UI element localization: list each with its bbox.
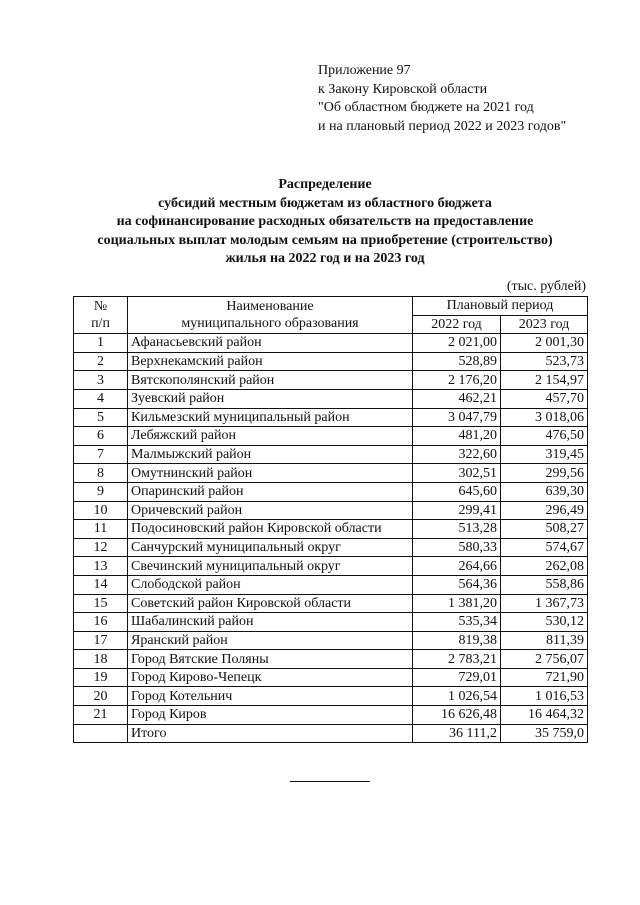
cell-number: 5 <box>74 408 128 427</box>
cell-municipality: Итого <box>128 724 413 743</box>
cell-2022: 528,89 <box>413 352 501 371</box>
table-row <box>74 482 588 501</box>
cell-municipality: Слободской район <box>128 575 413 594</box>
cell-2023: 2 756,07 <box>501 650 588 669</box>
table-row <box>74 445 588 464</box>
cell-number <box>74 724 128 743</box>
cell-2023: 523,73 <box>501 352 588 371</box>
cell-2023: 1 367,73 <box>501 594 588 613</box>
document-title <box>60 176 590 269</box>
cell-municipality: Малмыжский район <box>128 445 413 464</box>
cell-2023: 299,56 <box>501 464 588 483</box>
table-row <box>74 408 588 427</box>
cell-municipality: Город Кирово-Чепецк <box>128 668 413 687</box>
cell-number: 9 <box>74 482 128 501</box>
table-row <box>74 613 588 632</box>
cell-number: 4 <box>74 389 128 408</box>
cell-2023: 558,86 <box>501 575 588 594</box>
cell-number: 6 <box>74 427 128 446</box>
appendix-header <box>318 62 566 136</box>
cell-2022: 302,51 <box>413 464 501 483</box>
header-planning-period: Плановый период <box>413 297 588 316</box>
cell-municipality: Вятскополянский район <box>128 371 413 390</box>
table-row <box>74 594 588 613</box>
appendix-line: Приложение 97 <box>318 63 411 78</box>
cell-number: 18 <box>74 650 128 669</box>
cell-2022: 322,60 <box>413 445 501 464</box>
cell-2022: 462,21 <box>413 389 501 408</box>
cell-municipality: Город Киров <box>128 706 413 725</box>
cell-municipality: Верхнекамский район <box>128 352 413 371</box>
cell-municipality: Зуевский район <box>128 389 413 408</box>
cell-municipality: Оричевский район <box>128 501 413 520</box>
cell-2022: 819,38 <box>413 631 501 650</box>
cell-2023: 721,90 <box>501 668 588 687</box>
cell-2023: 476,50 <box>501 427 588 446</box>
cell-number: 14 <box>74 575 128 594</box>
cell-municipality: Город Вятские Поляны <box>128 650 413 669</box>
cell-2023: 319,45 <box>501 445 588 464</box>
cell-2023: 508,27 <box>501 520 588 539</box>
cell-2022: 2 176,20 <box>413 371 501 390</box>
cell-municipality: Подосиновский район Кировской области <box>128 520 413 539</box>
table-row <box>74 538 588 557</box>
cell-number: 19 <box>74 668 128 687</box>
table-row <box>74 706 588 725</box>
table-row <box>74 668 588 687</box>
cell-2022: 481,20 <box>413 427 501 446</box>
table-row <box>74 427 588 446</box>
cell-number: 17 <box>74 631 128 650</box>
cell-number: 12 <box>74 538 128 557</box>
header-number-line2: п/п <box>91 316 110 332</box>
units-label: (тыс. рублей) <box>506 279 586 294</box>
cell-2023: 457,70 <box>501 389 588 408</box>
cell-2022: 299,41 <box>413 501 501 520</box>
title-line: на софинансирование расходных обязательств на предоставление <box>116 214 534 230</box>
title-line: Распределение <box>278 177 372 192</box>
cell-2023: 2 001,30 <box>501 334 588 353</box>
cell-municipality: Кильмезский муниципальный район <box>128 408 413 427</box>
cell-2022: 3 047,79 <box>413 408 501 427</box>
header-name-line2: муниципального образования <box>181 316 359 332</box>
cell-number: 13 <box>74 557 128 576</box>
table-row <box>74 352 588 371</box>
subsidy-table <box>73 296 588 743</box>
title-line: жилья на 2022 год и на 2023 год <box>225 251 425 267</box>
end-divider <box>290 781 370 782</box>
table-row <box>74 389 588 408</box>
table-row <box>74 575 588 594</box>
appendix-line: и на плановый период 2022 и 2023 годов" <box>318 118 567 134</box>
cell-2023: 574,67 <box>501 538 588 557</box>
cell-number: 11 <box>74 520 128 539</box>
cell-number: 20 <box>74 687 128 706</box>
cell-municipality: Опаринский район <box>128 482 413 501</box>
cell-municipality: Советский район Кировской области <box>128 594 413 613</box>
cell-number: 1 <box>74 334 128 353</box>
cell-2022: 16 626,48 <box>413 706 501 725</box>
cell-2022: 1 381,20 <box>413 594 501 613</box>
table-body <box>74 334 588 743</box>
header-number <box>74 297 128 334</box>
table-row <box>74 650 588 669</box>
table-row <box>74 520 588 539</box>
header-name <box>128 297 413 334</box>
total-row <box>74 724 588 743</box>
header-year-2022: 2022 год <box>413 315 501 334</box>
cell-municipality: Шабалинский район <box>128 613 413 632</box>
cell-2022: 2 021,00 <box>413 334 501 353</box>
cell-2023: 2 154,97 <box>501 371 588 390</box>
header-number-line1: № <box>93 299 108 315</box>
cell-number: 3 <box>74 371 128 390</box>
cell-municipality: Город Котельнич <box>128 687 413 706</box>
cell-2023: 1 016,53 <box>501 687 588 706</box>
cell-2022: 2 783,21 <box>413 650 501 669</box>
cell-2022: 1 026,54 <box>413 687 501 706</box>
cell-2023: 811,39 <box>501 631 588 650</box>
cell-municipality: Лебяжский район <box>128 427 413 446</box>
cell-2023: 35 759,0 <box>501 724 588 743</box>
table-row <box>74 464 588 483</box>
cell-municipality: Омутнинский район <box>128 464 413 483</box>
appendix-line: "Об областном бюджете на 2021 год <box>318 100 534 115</box>
table-row <box>74 687 588 706</box>
cell-municipality: Свечинский муниципальный округ <box>128 557 413 576</box>
cell-2022: 36 111,2 <box>413 724 501 743</box>
cell-2022: 513,28 <box>413 520 501 539</box>
table-row <box>74 501 588 520</box>
table-row <box>74 557 588 576</box>
title-line: субсидий местным бюджетам из областного бюджета <box>158 195 492 211</box>
cell-2023: 262,08 <box>501 557 588 576</box>
cell-2022: 645,60 <box>413 482 501 501</box>
cell-municipality: Яранский район <box>128 631 413 650</box>
cell-2022: 729,01 <box>413 668 501 687</box>
cell-2023: 16 464,32 <box>501 706 588 725</box>
table-row <box>74 631 588 650</box>
cell-number: 15 <box>74 594 128 613</box>
appendix-line: к Закону Кировской области <box>318 81 488 97</box>
cell-2022: 264,66 <box>413 557 501 576</box>
cell-number: 21 <box>74 706 128 725</box>
cell-number: 7 <box>74 445 128 464</box>
cell-number: 10 <box>74 501 128 520</box>
table-row <box>74 371 588 390</box>
header-year-2023: 2023 год <box>501 315 588 334</box>
cell-2022: 535,34 <box>413 613 501 632</box>
cell-2023: 639,30 <box>501 482 588 501</box>
title-line: социальных выплат молодым семьям на приобретение (строительство) <box>97 232 553 248</box>
cell-municipality: Афанасьевский район <box>128 334 413 353</box>
cell-2022: 564,36 <box>413 575 501 594</box>
cell-2023: 296,49 <box>501 501 588 520</box>
cell-2023: 530,12 <box>501 613 588 632</box>
cell-number: 2 <box>74 352 128 371</box>
header-name-line1: Наименование <box>226 299 314 315</box>
cell-2023: 3 018,06 <box>501 408 588 427</box>
cell-number: 8 <box>74 464 128 483</box>
cell-2022: 580,33 <box>413 538 501 557</box>
cell-number: 16 <box>74 613 128 632</box>
table-row <box>74 334 588 353</box>
cell-municipality: Санчурский муниципальный округ <box>128 538 413 557</box>
